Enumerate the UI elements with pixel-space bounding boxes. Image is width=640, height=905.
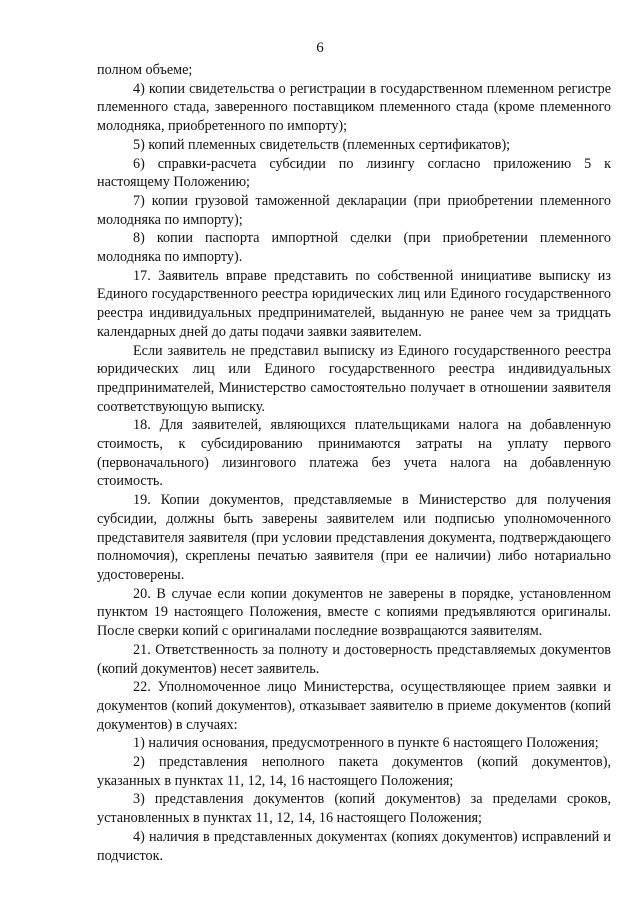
list-item-6: 6) справки-расчета субсидии по лизингу согласно приложению 5 к настоящему Положению; (97, 155, 611, 191)
list-item-7: 7) копии грузовой таможенной декларации (при приобретении племенного молодняка по импорту); (97, 192, 611, 228)
clause-18: 18. Для заявителей, являющихся плательщиками налога на добавленную стоимость, к субсидированию принимаются затраты на уплату первого (первоначального) лизингового платежа без учета налога на добавленную стоимость. (97, 417, 611, 490)
refusal-reason-4: 4) наличия в представленных документах (копиях документов) исправлений и подчисток. (97, 828, 611, 864)
page-number: 6 (316, 40, 324, 56)
list-item-8: 8) копии паспорта импортной сделки (при приобретении племенного молодняка по импорту). (97, 230, 611, 266)
paragraph-continuation: полном объеме; (97, 62, 193, 78)
clause-22: 22. Уполномоченное лицо Министерства, осуществляющее прием заявки и документов (копий документов), отказывает заявителю в приеме документов (копий документов) в случаях: (97, 679, 611, 733)
clause-21: 21. Ответственность за полноту и достоверность представляемых документов (копий документов) несет заявитель. (97, 641, 611, 677)
clause-17-continuation: Если заявитель не представил выписку из Единого государственного реестра юридических лиц или Единого государственного реестра индивидуальных предпринимателей, Министерство самостоятельно получает в отношении заявителя соответствующую выписку. (97, 342, 611, 415)
refusal-reason-2: 2) представления неполного пакета документов (копий документов), указанных в пунктах 11, 12, 14, 16 настоящего Положения; (97, 754, 611, 789)
clause-20: 20. В случае если копии документов не заверены в порядке, установленном пунктом 19 настоящего Положения, вместе с копиями предъявляются оригиналы. После сверки копий с оригиналами последние возвращаются заявителям. (97, 585, 611, 640)
clause-17: 17. Заявитель вправе представить по собственной инициативе выписку из Единого государственного реестра юридических лиц или Единого государственного реестра индивидуальных предпринимателей, выданную не ранее чем за тридцать календарных дней до даты подачи заявки заявителем. (97, 267, 611, 340)
list-item-4: 4) копии свидетельства о регистрации в государственном племенном регистре племенного стада, заверенного поставщиком племенного стада (кроме племенного молодняка, приобретенного по импорту); (97, 80, 611, 135)
clause-19: 19. Копии документов, представляемые в Министерство для получения субсидии, должны быть заверены заявителем или подписью уполномоченного представителя заявителя (при условии представления документа, подтверждающего полномочия), скреплены печатью заявителя (при ее наличии) либо нотариально удостоверены. (97, 492, 611, 583)
document-body (97, 61, 611, 865)
refusal-reason-1: 1) наличия основания, предусмотренного в пункте 6 настоящего Положения; (133, 735, 599, 752)
list-item-5: 5) копий племенных свидетельств (племенных сертификатов); (133, 136, 511, 153)
refusal-reason-3: 3) представления документов (копий документов) за пределами сроков, установленных в пунктах 11, 12, 14, 16 настоящего Положения; (97, 791, 611, 827)
